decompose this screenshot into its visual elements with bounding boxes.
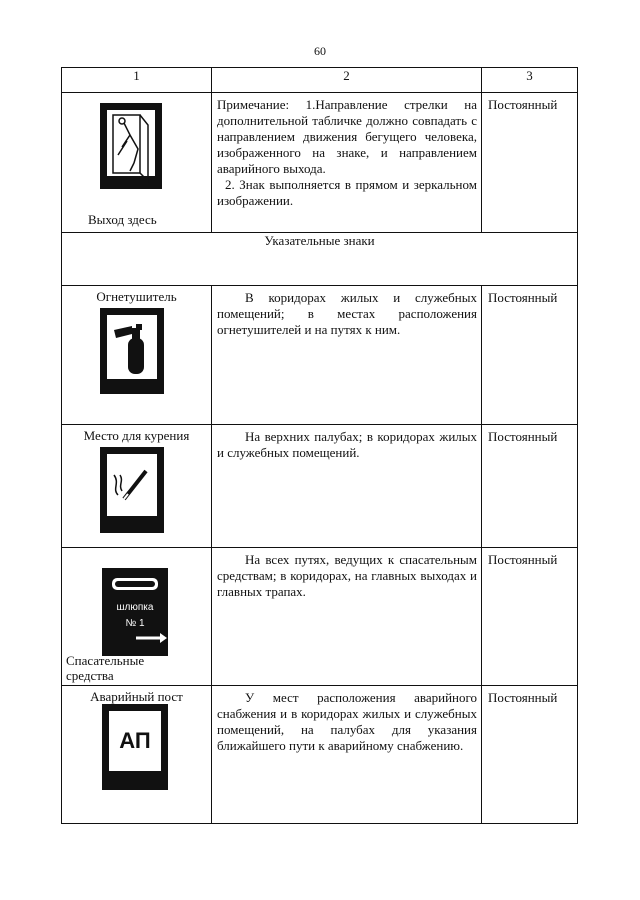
description-cell: У мест расположения аварийного снабжения и в коридорах жилых и служебных помещений, на палубах для указания ближайшего пути к аварийному снабжению.	[212, 686, 482, 824]
description-paragraph: 2. Знак выполняется в прямом и зеркальном изображении.	[217, 177, 477, 208]
sign-name: Огнетушитель	[96, 289, 177, 304]
table-row	[62, 93, 578, 233]
table-row	[62, 686, 578, 824]
table-row	[62, 286, 578, 425]
sign-name: Спасательные средства	[66, 653, 145, 683]
emergency-post-icon	[102, 704, 168, 790]
kind-cell: Постоянный	[482, 93, 578, 233]
section-title: Указательные знаки	[62, 233, 578, 286]
kind-cell: Постоянный	[482, 686, 578, 824]
sign-cell	[62, 93, 212, 233]
lifeboat-icon	[102, 568, 168, 656]
kind-cell: Постоянный	[482, 548, 578, 686]
table-row	[62, 425, 578, 548]
description-paragraph: Примечание: 1.Направление стрелки на дополнительной табличке должно совпадать с направлением движения бегущего человека, изображенного на знаке, и направлением аварийного выхода.	[217, 97, 477, 176]
page-number: 60	[314, 44, 326, 58]
sign-cell	[62, 425, 212, 548]
sign-cell	[62, 286, 212, 425]
lifeboat-label: шлюпка	[116, 602, 154, 613]
header-col-2: 2	[212, 68, 482, 93]
sign-name: Место для курения	[83, 428, 190, 443]
kind-cell: Постоянный	[482, 286, 578, 425]
sign-name: Аварийный пост	[90, 689, 183, 704]
fire-extinguisher-icon	[100, 308, 164, 394]
table-row	[62, 548, 578, 686]
table-header-row	[62, 68, 578, 93]
description-cell	[212, 93, 482, 233]
description-cell: На верхних палубах; в коридорах жилых и служебных помещений.	[212, 425, 482, 548]
sign-cell	[62, 548, 212, 686]
description-cell: В коридорах жилых и служебных помещений; в местах расположения огнетушителей и на путях к ним.	[212, 286, 482, 425]
description-cell: На всех путях, ведущих к спасательным средствам; в коридорах, на главных выходах и главных трапах.	[212, 548, 482, 686]
signs-table	[61, 67, 578, 824]
sign-name: Выход здесь	[88, 212, 157, 227]
header-col-3: 3	[482, 68, 578, 93]
kind-cell: Постоянный	[482, 425, 578, 548]
exit-door-icon	[100, 103, 162, 189]
lifeboat-number: № 1	[125, 618, 145, 629]
sign-cell	[62, 686, 212, 824]
section-row	[62, 233, 578, 286]
emergency-post-text: АП	[119, 728, 151, 753]
header-col-1: 1	[62, 68, 212, 93]
smoking-area-icon	[100, 447, 164, 533]
